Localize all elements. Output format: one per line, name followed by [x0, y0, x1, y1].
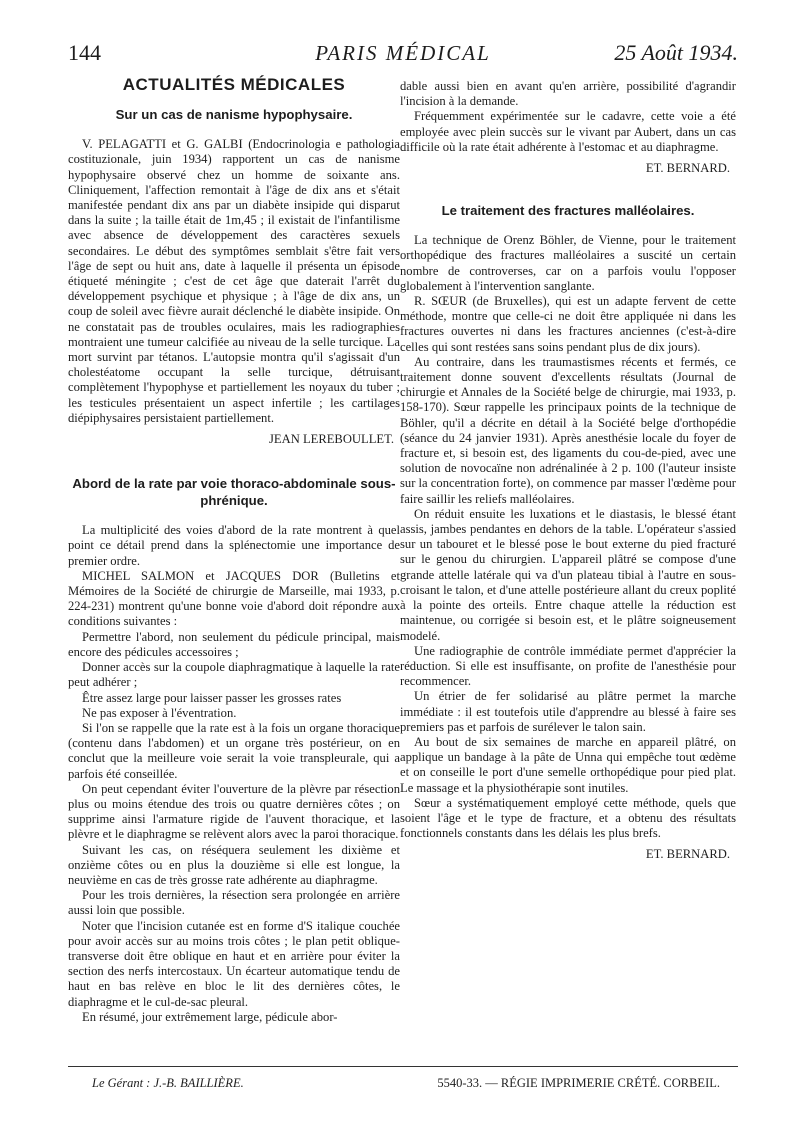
article-signature-bernard-2: ET. BERNARD. [645, 847, 730, 862]
rate-paragraph: Noter que l'incision cutanée est en forme d'S italique couchée pour avoir accès sur au moins trois côtes ; le plan petit oblique-transverse doit être oblique en haut et en arrière pour éviter la section des nerfs intercostaux. Un écarteur automatique tendu de haut en bas relève en bloc le lit des dernières côtes, le diaphragme et le cul-de-sac pleural. [68, 918, 400, 1009]
rate-paragraph: Donner accès sur la coupole diaphragmatique à laquelle la rate peut adhérer ; [68, 660, 400, 690]
article-title-rate: Abord de la rate par voie thoraco-abdominale sous-phrénique. [72, 476, 396, 509]
rate-paragraph: MICHEL SALMON et JACQUES DOR (Bulletins et Mémoires de la Société de chirurgie de Marseille, mai 1933, p. 224-231) montrent qu'une bonne voie d'abord doit répondre aux conditions suivantes : [68, 568, 400, 629]
rate-paragraph: La multiplicité des voies d'abord de la rate montrent à quel point ce détail prend dans la splénectomie une importance de premier ordre. [68, 523, 400, 568]
fractures-paragraph: Au bout de six semaines de marche en appareil plâtré, on applique un bandage à la pâte de Unna qui empêche tout œdème et on conseille le port d'une semelle orthopédique pour pied plat. Le massage et la physiothérapie sont inutiles. [400, 734, 736, 795]
fractures-paragraph: Un étrier de fer solidarisé au plâtre permet la marche immédiate : il est toutefois utile d'apprendre au blessé à faire ses premiers pas et parfois de surélever le talon sain. [400, 689, 736, 734]
fractures-paragraph: Au contraire, dans les traumastismes récents et fermés, ce traitement donne souvent d'excellents résultats (Journal de chirurgie et Annales de la Société belge de chirurgie, mai 1933, p. 158-170). Sœur rappelle les principaux points de la technique de Böhler, qu'il a décrite en détail à la Société belge d'orthopédie (séance du 24 janvier 1931). Après anesthésie locale du foyer de fracture et, si besoin est, des ligaments du cou-de-pied, avec une solution de novocaïne non adrénalinée à 2 p. 100 (l'auteur insiste sur la concentration forte), on commence par masser l'œdème pour faire saillir les reliefs malléolaires. [400, 354, 736, 506]
issue-date: 25 Août 1934. [614, 40, 738, 65]
page-number: 144 [68, 40, 101, 65]
rate-paragraph: Être assez large pour laisser passer les grosses rates [82, 690, 342, 705]
left-column [68, 74, 400, 1025]
rate-paragraph: En résumé, jour extrêmement large, pédicule abor- [82, 1009, 338, 1024]
rate-paragraph: Ne pas exposer à l'éventration. [82, 705, 237, 720]
fractures-paragraph: R. SŒUR (de Bruxelles), qui est un adapte fervent de cette méthode, montre que celle-ci ne doit être appliquée ni dans les fractures ouvertes ni dans les fractures anciennes (c'est-à-dire celles qui sont restées sans soins pendant plus de dix jours). [400, 294, 736, 354]
rate-paragraph: Si l'on se rappelle que la rate est à la fois un organe thoracique (contenu dans l'abdomen) et un organe très postérieur, on en conclut que la meilleure voie serait la voie transpleurale, qui a parfois été conseillée. [68, 720, 400, 781]
right-column [400, 79, 736, 863]
article-body-nanisme: V. PELAGATTI et G. GALBI (Endocrinologia e pathologia costituzionale, juin 1934) rapportent un cas de nanisme hypophysaire observé chez un homme de soixante ans. Cliniquement, l'affection remontait à l'âge de dix ans et s'était manifestée pendant dix ans par un diabète insipide qui disparut dans la suite ; la taille était de 1m,45 ; il existait de l'infantilisme avec absence de développement des caractères sexuels secondaires. Le début des symptômes semblait s'être fait vers l'âge de sept ou huit ans, date à laquelle il présenta un épisode étiqueté méningite ; c'est de cet âge que daterait l'arrêt du développement psychique et physique ; à l'âge de dix ans, un coup de soleil avec fièvre aurait déclenché le diabète insipide. On ne constatait pas de troubles oculaires, mais les radiographies montraient une tumeur calcifiée au niveau de la selle turcique. La mort survint par tétanos. L'autopsie montra qu'il s'agissait d'un cholestéatome occupant la selle turcique, détruisant complètement l'hypophyse et partiellement les noyaux du tuber ; les testicules présentaient un aspect infertile ; les cartilages diépiphysaires persistaient partiellement. [68, 137, 400, 425]
page-header [68, 40, 738, 70]
article-signature-lereboullet: JEAN LEREBOULLET. [269, 432, 394, 447]
rate-paragraph: Suivant les cas, on réséquera seulement les dixième et onzième côtes ou en plus la douzième si elle est longue, la neuvième en cas de très grosse rate adhérente au diaphragme. [68, 842, 400, 887]
journal-title: PARIS MÉDICAL [315, 41, 491, 65]
footer-imprimerie: 5540-33. — RÉGIE IMPRIMERIE CRÉTÉ. CORBEIL. [437, 1076, 720, 1090]
fractures-paragraph: La technique de Orenz Böhler, de Vienne, pour le traitement orthopédique des fractures malléolaires a suscité un certain nombre de controverses, car on a parfois voulu l'opposer globalement à l'intervention sanglante. [400, 233, 736, 293]
article-title-nanisme: Sur un cas de nanisme hypophysaire. [115, 107, 353, 123]
fractures-paragraph: Sœur a systématiquement employé cette méthode, quels que soient l'âge et le type de fracture, et a obtenu des résultats fonctionnels constants dans les délais les plus brefs. [400, 795, 736, 841]
fractures-paragraph: Une radiographie de contrôle immédiate permet d'apprécier la réduction. Si elle est insuffisante, on profite de l'anesthésie pour recommencer. [400, 643, 736, 689]
continuation-paragraph: dable aussi bien en avant qu'en arrière, possibilité d'agrandir l'incision à la demande. [400, 79, 736, 109]
article-signature-bernard: ET. BERNARD. [645, 161, 730, 176]
footer-gerant: Le Gérant : J.-B. BAILLIÈRE. [92, 1076, 244, 1090]
section-title: ACTUALITÉS MÉDICALES [122, 75, 346, 94]
fractures-paragraph: On réduit ensuite les luxations et le diastasis, le blessé étant assis, jambes pendantes en dehors de la table. L'opérateur s'assied sur un tabouret et le blessé pose le bout externe du pied fracturé sur le genou du chirurgien. L'appareil plâtré se compose d'une grande attelle latérale qui va d'un plateau tibial à l'autre en sous-croisant le talon, et d'une attelle postérieure allant du creux poplité à la pointe des orteils. Entre chaque attelle la réduction est maintenue, ou corrigée si besoin est, et le plâtre soigneusement modelé. [400, 506, 736, 643]
rate-paragraph: Permettre l'abord, non seulement du pédicule principal, mais encore des pédicules accessoires ; [68, 629, 400, 659]
article-title-fractures: Le traitement des fractures malléolaires. [441, 203, 695, 219]
continuation-paragraph: Fréquemment expérimentée sur le cadavre, cette voie a été employée avec plein succès sur le vivant par Aubert, dans un cas difficile où la rate était adhérente à l'estomac et au diaphragme. [400, 109, 736, 154]
footer-rule [68, 1066, 738, 1067]
rate-paragraph: Pour les trois dernières, la résection sera prolongée en arrière aussi loin que possible. [68, 888, 400, 918]
rate-paragraph: On peut cependant éviter l'ouverture de la plèvre par résection plus ou moins étendue des trois ou quatre dernières côtes ; on supprime ainsi l'armature rigide de l'auvent thoracique, et la plèvre et le diaphragme se relèvent alors avec la paroi thoracique. [68, 781, 400, 842]
